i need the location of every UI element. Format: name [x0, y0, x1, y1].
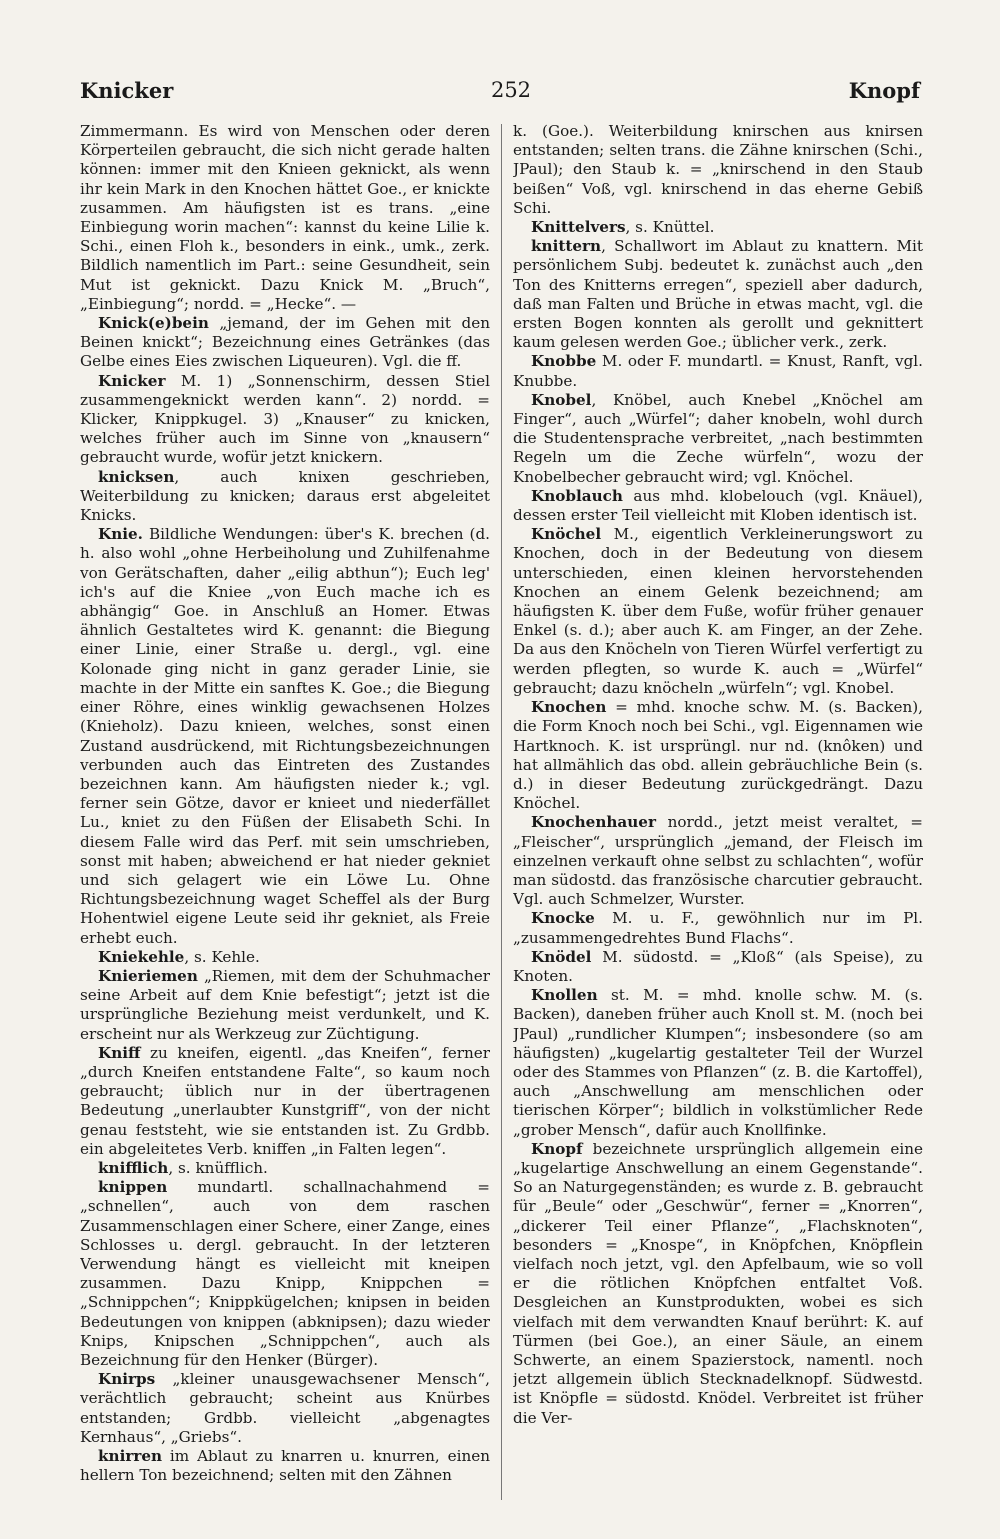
dictionary-entry [513, 391, 923, 487]
entry-headword: knicksen [98, 467, 175, 486]
entry-headword: Kniff [98, 1043, 141, 1062]
dictionary-entry [80, 1370, 490, 1447]
entry-text: Bildliche Wendungen: über's K. brechen (d. h. also wohl „ohne Herbeiholung und Zuhilfenahme von Gerätschaften, daher „eilig abthun“); Euch leg' ich's auf die Kniee „von Euch mache ich es abhängig“ Goe. in Anschluß an Homer. Etwas ähnlich Gestaltetes wird K. genannt: die Biegung einer Linie, einer Straße u. dergl., vgl. eine Kolonade ging nicht in ganz gerader Linie, sie machte in der Mitte ein sanftes K. Goe.; die Biegung einer Röhre, eines winklig gewachsenen Holzes (Knieholz). Dazu knieen, welches, sonst einen Zustand ausdrückend, mit Richtungsbezeichnungen verbunden auch das Eintreten des Zustandes bezeichnen kann. Am häufigsten nieder k.; vgl. ferner sein Götze, davor er knieet und niederfället Lu., kniet zu den Füßen der Elisabeth Schi. In diesem Falle wird das Perf. mit sein umschrieben, sonst mit haben; abweichend er hat nieder gekniet und sich gelagert wie ein Löwe Lu. Ohne Richtungsbezeichnung waget Scheffel als der Burg Hohentwiel eigene Leute seid ihr gekniet, als Freie erhebt euch. [80, 525, 490, 947]
dictionary-entry [513, 525, 923, 698]
dictionary-entry [513, 237, 923, 352]
entry-text: M., eigentlich Verkleinerungswort zu Knochen, doch in der Bedeutung von diesem unterschieden, einen kleinen hervorstehenden Knochen an einem Gelenk bezeichnend; am häufigsten K. über dem Fuße, wofür früher genauer Enkel (s. d.); aber auch K. am Finger, an der Zehe. Da aus den Knöcheln von Tieren Würfel verfertigt zu werden pflegten, so wurde K. auch = „Würfel“ gebraucht; dazu knöcheln „würfeln“; vgl. Knobel. [513, 525, 923, 697]
entry-headword: knittern [531, 237, 602, 256]
entry-text: , s. knüfflich. [168, 1158, 268, 1177]
right-column [513, 122, 923, 1502]
dictionary-entry [513, 122, 923, 218]
dictionary-entry [80, 967, 490, 1044]
entry-text: bezeichnete ursprünglich allgemein eine „kugelartige Anschwellung an einem Gegenstande“. So an Naturgegenständen; es wurde z. B. gebraucht für „Beule“ oder „Geschwür“, ferner = „Knorren“, „dickerer Teil einer Pflanze“, „Flachsknoten“, besonders = „Knospe“, in Knöpfchen, Knöpflein vielfach noch jetzt, vgl. den Apfelbaum, wie so voll er die rötlichen Knöpfchen entfaltet Voß. Desgleichen an Kunstprodukten, wobei es sich vielfach mit dem verwandten Knauf berührt: K. auf Türmen (bei Goe.), an einer Säule, an einem Schwerte, an einem Spazierstock, namentl. noch jetzt allgemein üblich Stecknadelknopf. Südwestd. ist Knöpfle = südostd. Knödel. Verbreitet ist früher die Ver- [513, 1139, 923, 1427]
entry-text: M. 1) „Sonnenschirm, dessen Stiel zusammengeknickt werden kann“. 2) nordd. = Klicker, Knippkugel. 3) „Knauser“ zu knicken, welches früher auch im Sinne von „knausern“ gebraucht wurde, wofür jetzt knickern. [80, 371, 490, 467]
entry-text: M. u. F., gewöhnlich nur im Pl. „zusammengedrehtes Bund Flachs“. [513, 909, 923, 947]
entry-headword: Knopf [531, 1139, 583, 1158]
entry-text: M. südostd. = „Kloß“ (als Speise), zu Knoten. [513, 947, 923, 985]
dictionary-entry [80, 1159, 490, 1178]
dictionary-entry [513, 218, 923, 237]
running-header [80, 70, 920, 110]
dictionary-entry [80, 314, 490, 372]
dictionary-entry [513, 909, 923, 947]
dictionary-entry [80, 1178, 490, 1370]
entry-headword: knifflich [98, 1158, 169, 1177]
entry-headword: Knoblauch [531, 486, 623, 505]
column-divider [501, 124, 502, 1500]
entry-headword: Knobel [531, 390, 592, 409]
dictionary-entry [80, 372, 490, 468]
entry-headword: Knollen [531, 986, 598, 1005]
header-right-word: Knopf [848, 77, 920, 103]
entry-text: , s. Kehle. [184, 947, 260, 966]
entry-headword: Knochen [531, 698, 607, 717]
entry-headword: Knittelvers [531, 218, 626, 237]
entry-headword: Knöchel [531, 525, 602, 544]
entry-headword: Knödel [531, 947, 592, 966]
entry-text: , auch knixen geschrieben, Weiterbildung zu knicken; daraus erst abgeleitet Knicks. [80, 467, 490, 525]
page-number: 252 [490, 78, 532, 102]
dictionary-entry [80, 948, 490, 967]
entry-text: „kleiner unausgewachsener Mensch“, verächtlich gebraucht; scheint aus Knürbes entstanden; Grdbb. vielleicht „abgenagtes Kernhaus“, „Griebs“. [80, 1370, 490, 1446]
dictionary-entry [80, 1044, 490, 1159]
entry-text: Zimmermann. Es wird von Menschen oder deren Körperteilen gebraucht, die sich nicht gerade halten können: immer mit den Knieen geknickt, als wenn ihr kein Mark in den Knochen hättet Goe., er knickte zusammen. Am häufigsten ist es trans. „eine Einbiegung worin machen“: kannst du keine Lilie k. Schi., einen Floh k., besonders in eink., umk., zerk. Bildlich namentlich im Part.: seine Gesundheit, sein Mut ist geknickt. Dazu Knick M. „Bruch“, „Einbiegung“; nordd. = „Hecke“. — [80, 122, 490, 313]
entry-text: M. oder F. mundartl. = Knust, Ranft, vgl. Knubbe. [513, 352, 923, 390]
entry-headword: Knie. [98, 525, 143, 544]
dictionary-entry [80, 468, 490, 526]
entry-headword: knippen [98, 1178, 168, 1197]
entry-text: „Riemen, mit dem der Schuhmacher seine Arbeit auf dem Knie befestigt“; jetzt ist die ursprüngliche Beziehung meist verdunkelt, und K. erscheint nur als Werkzeug zur Züchtigung. [80, 966, 490, 1043]
dictionary-entry [513, 948, 923, 986]
entry-headword: Knochenhauer [531, 813, 656, 832]
dictionary-entry [80, 1447, 490, 1485]
entry-headword: Knocke [531, 909, 595, 928]
entry-text: „jemand, der im Gehen mit den Beinen knickt“; Bezeichnung eines Getränkes (das Gelbe eines Eies zwischen Liqueuren). Vgl. die ff. [80, 314, 490, 371]
entry-headword: Knicker [98, 371, 166, 390]
entry-text: aus mhd. klobelouch (vgl. Knäuel), dessen erster Teil vielleicht mit Kloben identisch ist. [513, 486, 923, 525]
dictionary-entry [80, 122, 490, 314]
entry-headword: Knick(e)bein [98, 314, 209, 333]
entry-text: , Schallwort im Ablaut zu knattern. Mit persönlichem Subj. bedeutet k. zunächst auch „den Ton des Knitterns erregen“, speziell aber dadurch, daß man Falten und Brüche in etwas macht, vgl. die ersten Bogen konnten als gerollt und geknittert kaum gelesen werden Goe.; üblicher verk., zerk. [513, 237, 923, 352]
dictionary-entry [513, 698, 923, 813]
dictionary-entry [80, 525, 490, 947]
entry-text: zu kneifen, eigentl. „das Kneifen“, ferner „durch Kneifen entstandene Falte“, so kaum noch gebraucht; üblich nur in der übertragenen Bedeutung „unerlaubter Kunstgriff“, von der nicht genau feststeht, wie sie entstanden ist. Zu Grdbb. ein abgeleitetes Verb. kniffen „in Falten legen“. [80, 1043, 490, 1158]
entry-headword: knirren [98, 1447, 163, 1466]
entry-text: st. M. = mhd. knolle schw. M. (s. Backen), daneben früher auch Knoll st. M. (noch bei JPaul) „rundlicher Klumpen“; insbesondere (so am häufigsten) „kugelartig gestalteter Teil der Wurzel oder des Stammes von Pflanzen“ (z. B. die Kartoffel), auch „Anschwellung am menschlichen oder tierischen Körper“; bildlich in volkstümlicher Rede „grober Mensch“, dafür auch Knollfinke. [513, 986, 923, 1139]
header-left-word: Knicker [80, 77, 174, 103]
dictionary-entry [513, 813, 923, 909]
left-column [80, 122, 490, 1502]
entry-text: , s. Knüttel. [625, 218, 715, 237]
entry-headword: Kniekehle [98, 947, 185, 966]
dictionary-entry [513, 986, 923, 1140]
entry-headword: Knobbe [531, 352, 597, 371]
entry-headword: Knieriemen [98, 966, 198, 985]
dictionary-entry [513, 487, 923, 525]
dictionary-entry [513, 1140, 923, 1428]
dictionary-entry [513, 352, 923, 390]
entry-headword: Knirps [98, 1370, 156, 1389]
entry-text: k. (Goe.). Weiterbildung knirschen aus knirsen entstanden; selten trans. die Zähne knirschen (Schi., JPaul); den Staub k. = „knirschend in den Staub beißen“ Voß, vgl. knirschend in das eherne Gebiß Schi. [513, 122, 923, 217]
entry-text: nordd., jetzt meist veraltet, = „Fleischer“, ursprünglich „jemand, der Fleisch im einzelnen verkauft ohne selbst zu schlachten“, wofür man südostd. das französische charcutier gebraucht. Vgl. auch Schmelzer, Wurster. [513, 813, 923, 909]
entry-text: mundartl. schallnachahmend = „schnellen“, auch von dem raschen Zusammenschlagen einer Schere, einer Zange, eines Schlosses u. dergl. gebraucht. In der letzteren Verwendung hängt es vielleicht mit kneipen zusammen. Dazu Knipp, Knippchen = „Schnippchen“; Knippkügelchen; knipsen in beiden Bedeutungen von knippen (abknipsen); dazu wieder Knips, Knipschen „Schnippchen“, auch als Bezeichnung für den Henker (Bürger). [80, 1178, 490, 1369]
entry-text: im Ablaut zu knarren u. knurren, einen hellern Ton bezeichnend; selten mit den Zähnen [80, 1447, 490, 1485]
entry-text: = mhd. knoche schw. M. (s. Backen), die Form Knoch noch bei Schi., vgl. Eigennamen wie Hartknoch. K. ist ursprüngl. nur nd. (knôken) und hat allmählich das obd. allein gebräuchliche Bein (s. d.) in dieser Bedeutung zurückgedrängt. Dazu Knöchel. [513, 698, 923, 813]
entry-text: , Knöbel, auch Knebel „Knöchel am Finger“, auch „Würfel“; daher knobeln, wohl durch die Studentensprache verbreitet, „nach bestimmten Regeln um die Zeche würfeln“, wozu der Knobelbecher gebraucht wird; vgl. Knöchel. [513, 390, 923, 486]
